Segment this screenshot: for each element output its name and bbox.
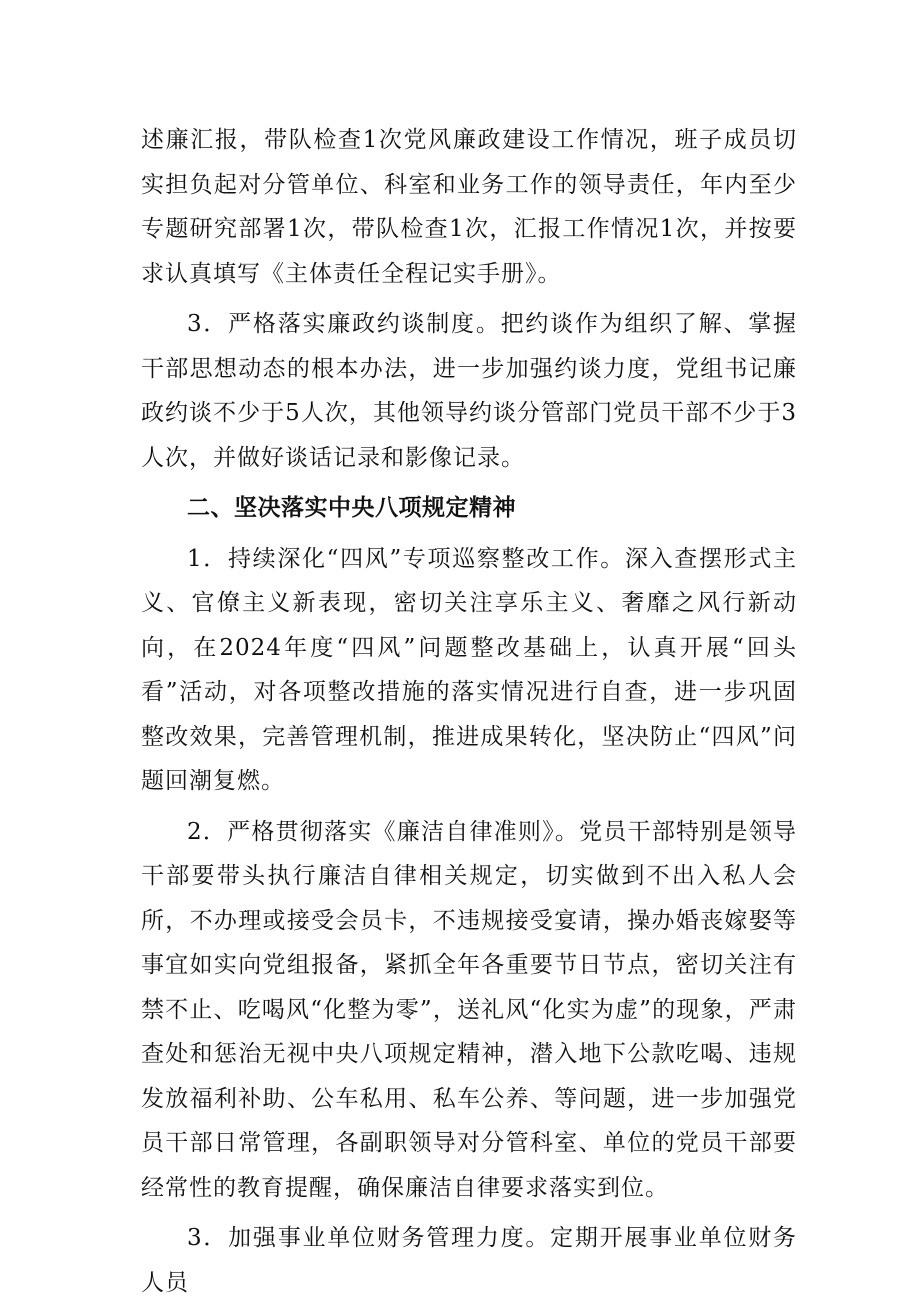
paragraph-item-2-integrity: 2．严格贯彻落实《廉洁自律准则》。党员干部特别是领导干部要带头执行廉洁自律相关规定，切实做到不出入私人会所，不办理或接受会员卡，不违规接受宴请，操办婚丧嫁娶等事宜如实向党组报备，紧抓全年各重要节日节点，密切关注有禁不止、吃喝风“化整为零”，送礼风“化实为虚”的现象，严肃查处和惩治无视中央八项规定精神，潜入地下公款吃喝、违规发放福利补助、公车私用、私车公养、等问题，进一步加强党员干部日常管理，各副职领导对分管科室、单位的党员干部要经常性的教育提醒，确保廉洁自律要求落实到位。 <box>141 818 797 1201</box>
paragraph-item-1-four-winds: 1．持续深化“四风”专项巡察整改工作。深入查摆形式主义、官僚主义新表现，密切关注享乐主义、奢靡之风行新动向，在2024年度“四风”问题整改基础上，认真开展“回头看”活动，对各项整改措施的落实情况进行自查，进一步巩固整改效果，完善管理机制，推进成果转化，坚决防止“四风”问题回潮复燃。 <box>141 545 797 794</box>
paragraph-continuation: 述廉汇报，带队检查1次党风廉政建设工作情况，班子成员切实担负起对分管单位、科室和业务工作的领导责任，年内至少专题研究部署1次，带队检查1次，汇报工作情况1次，并按要求认真填写《主体责任全程记实手册》。 <box>141 127 797 287</box>
paragraph-item-3-finance: 3．加强事业单位财务管理力度。定期开展事业单位财务人员 <box>141 1225 797 1296</box>
document-body <box>141 118 797 1311</box>
section-heading-2: 二、坚决落实中央八项规定精神 <box>187 495 516 521</box>
paragraph-item-3-interview: 3．严格落实廉政约谈制度。把约谈作为组织了解、掌握干部思想动态的根本办法，进一步加强约谈力度，党组书记廉政约谈不少于5人次，其他领导约谈分管部门党员干部不少于3人次，并做好谈话记录和影像记录。 <box>141 311 797 471</box>
